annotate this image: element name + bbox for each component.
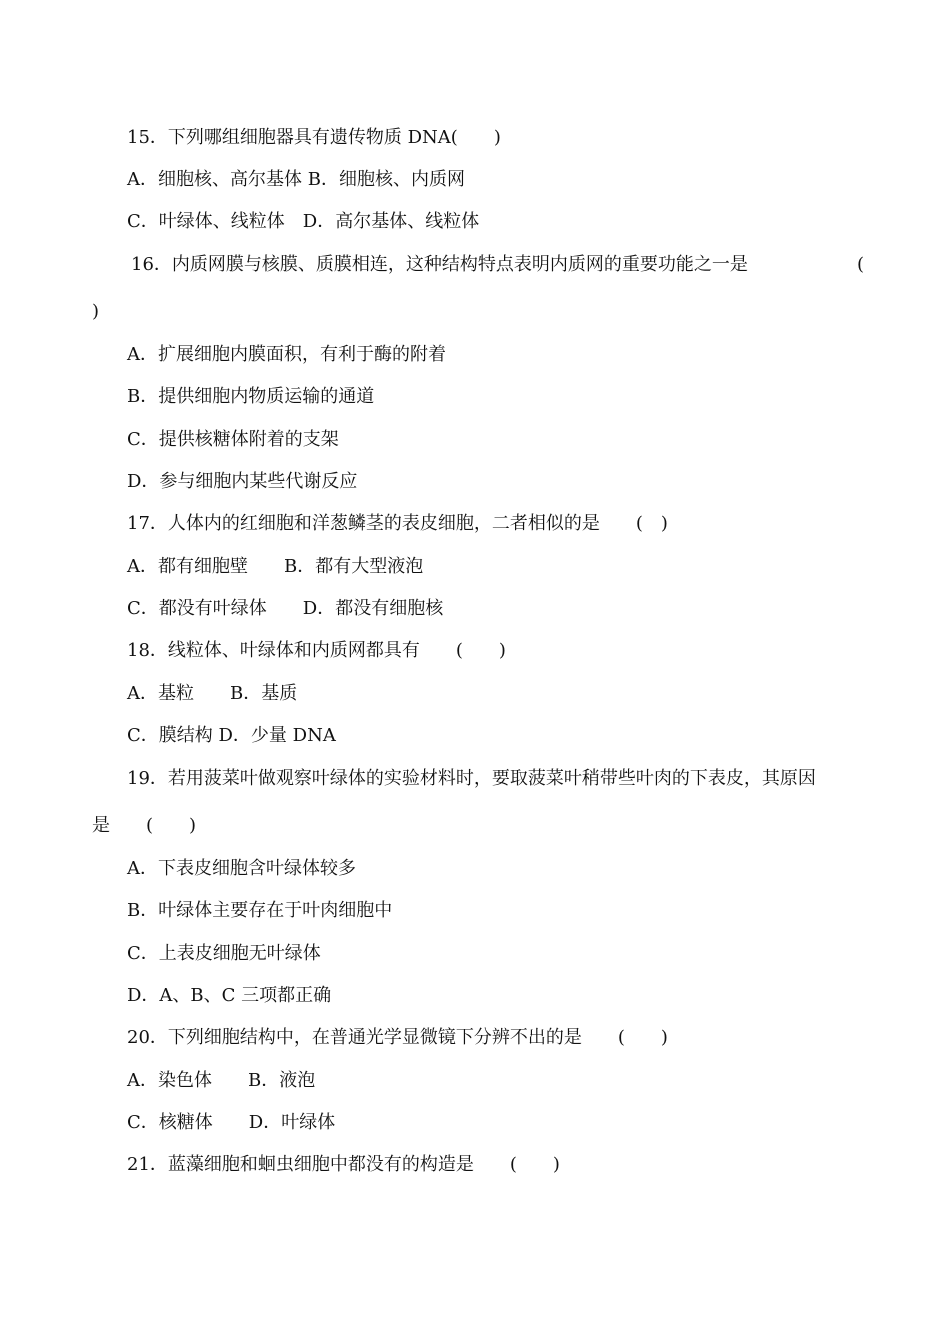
question-16-option-a: A．扩展细胞内膜面积，有利于酶的附着 [127,344,446,365]
question-16-option-c: C．提供核糖体附着的支架 [127,429,339,450]
question-16-option-d: D．参与细胞内某些代谢反应 [127,471,358,492]
question-20-stem: 20．下列细胞结构中，在普通光学显微镜下分辨不出的是 ( ) [127,1027,668,1048]
question-20-options-cd: C．核糖体 D．叶绿体 [127,1112,336,1133]
question-15-stem: 15．下列哪组细胞器具有遗传物质 DNA( ) [127,127,501,148]
question-21-stem: 21．蓝藻细胞和蛔虫细胞中都没有的构造是 ( ) [127,1154,560,1175]
question-19-stem: 19．若用菠菜叶做观察叶绿体的实验材料时，要取菠菜叶稍带些叶肉的下表皮，其原因 [127,768,816,789]
question-16-stem: 16．内质网膜与核膜、质膜相连，这种结构特点表明内质网的重要功能之一是 [131,254,748,275]
question-19-stem-cont: 是 ( ) [92,815,197,836]
question-20-options-ab: A．染色体 B．液泡 [127,1070,316,1091]
question-18-options-ab: A．基粒 B．基质 [127,683,298,704]
question-17-stem: 17．人体内的红细胞和洋葱鳞茎的表皮细胞，二者相似的是 ( ) [127,513,668,534]
question-16-paren-close: ) [92,301,100,322]
question-15-options-ab: A．细胞核、高尔基体 B．细胞核、内质网 [127,169,465,190]
question-18-options-cd: C．膜结构 D．少量 DNA [127,725,336,746]
question-19-option-d: D．A、B、C 三项都正确 [127,985,332,1006]
question-17-options-cd: C．都没有叶绿体 D．都没有细胞核 [127,598,444,619]
question-19-option-b: B．叶绿体主要存在于叶肉细胞中 [127,900,393,921]
question-18-stem: 18．线粒体、叶绿体和内质网都具有 ( ) [127,640,506,661]
question-19-option-c: C．上表皮细胞无叶绿体 [127,943,321,964]
question-16-paren-open: ( [857,254,865,275]
question-16-option-b: B．提供细胞内物质运输的通道 [127,386,375,407]
question-17-options-ab: A．都有细胞壁 B．都有大型液泡 [127,556,424,577]
question-19-option-a: A．下表皮细胞含叶绿体较多 [127,858,356,879]
question-15-options-cd: C．叶绿体、线粒体 D．高尔基体、线粒体 [127,211,480,232]
